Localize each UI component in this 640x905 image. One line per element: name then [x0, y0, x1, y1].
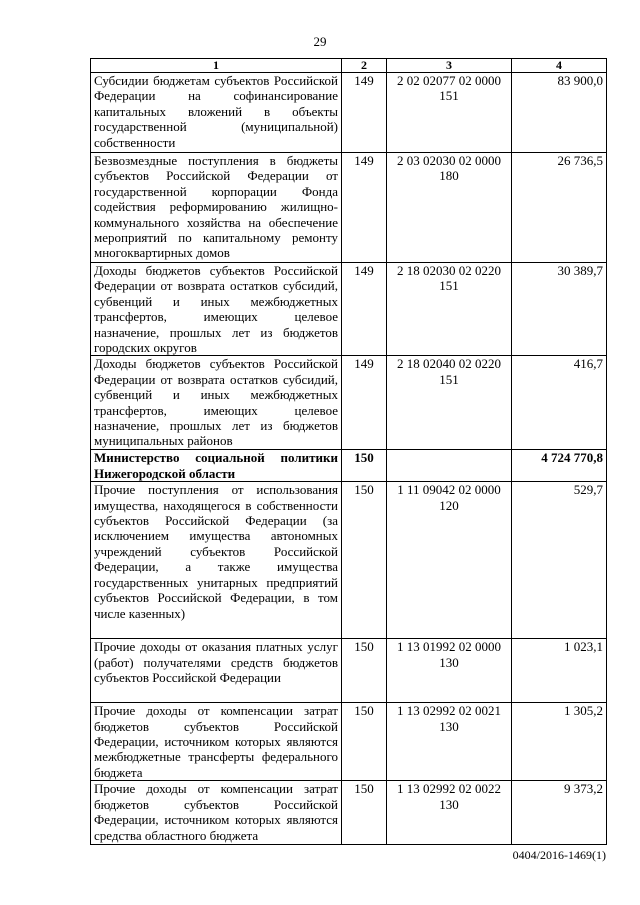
table-row — [91, 73, 607, 153]
amount-cell: 416,7 — [512, 356, 607, 450]
revenue-name-cell: Доходы бюджетов субъектов Российской Федерации от возврата остатков субсидий, субвенций и иных межбюджетных трансфертов, имеющих целевое назначение, прошлых лет из бюджетов городских округов — [91, 263, 342, 356]
revenue-name-cell: Министерство социальной политики Нижегородской области — [91, 450, 342, 482]
revenue-name-cell: Прочие поступления от использования имущества, находящегося в собственности субъектов Российской Федерации (за исключением имущества автономных учреждений субъектов Российской Федерации, а также имущества государственных унитарных предприятий субъектов Российской Федерации, в том числе казенных) — [91, 482, 342, 639]
revenue-name-cell: Прочие доходы от компенсации затрат бюджетов субъектов Российской Федерации, источником которых являются межбюджетные трансферты федерального бюджета — [91, 703, 342, 781]
amount-cell: 26 736,5 — [512, 153, 607, 263]
table-header-row — [91, 59, 607, 73]
revenue-name-cell: Прочие доходы от компенсации затрат бюджетов субъектов Российской Федерации, источником которых являются средства областного бюджета — [91, 781, 342, 845]
header-col-1: 1 — [91, 59, 342, 73]
amount-cell: 529,7 — [512, 482, 607, 639]
amount-cell: 30 389,7 — [512, 263, 607, 356]
admin-code-cell: 150 — [342, 703, 387, 781]
budget-code-cell: 1 11 09042 02 0000 120 — [387, 482, 512, 639]
admin-code-cell: 150 — [342, 482, 387, 639]
admin-code-cell: 150 — [342, 450, 387, 482]
table-row — [91, 482, 607, 639]
table-row — [91, 356, 607, 450]
budget-code-cell: 2 03 02030 02 0000 180 — [387, 153, 512, 263]
admin-code-cell: 149 — [342, 73, 387, 153]
revenue-name-cell: Безвозмездные поступления в бюджеты субъектов Российской Федерации от государственной корпорации Фонда содействия реформированию жилищно-коммунального хозяйства на обеспечение мероприятий по капитальному ремонту многоквартирных домов — [91, 153, 342, 263]
table-row — [91, 639, 607, 703]
table-row — [91, 450, 607, 482]
admin-code-cell: 149 — [342, 356, 387, 450]
document-id: 0404/2016-1469(1) — [512, 848, 606, 862]
table-row — [91, 703, 607, 781]
budget-code-cell: 1 13 01992 02 0000 130 — [387, 639, 512, 703]
revenue-name-cell: Субсидии бюджетам субъектов Российской Федерации на софинансирование капитальных вложений в объекты государственной (муниципальной) собственности — [91, 73, 342, 153]
table-row — [91, 263, 607, 356]
amount-cell: 1 305,2 — [512, 703, 607, 781]
header-col-3: 3 — [387, 59, 512, 73]
admin-code-cell: 149 — [342, 153, 387, 263]
page-number: 29 — [313, 34, 327, 49]
admin-code-cell: 149 — [342, 263, 387, 356]
amount-cell: 83 900,0 — [512, 73, 607, 153]
header-col-4: 4 — [512, 59, 607, 73]
budget-code-cell: 2 18 02030 02 0220 151 — [387, 263, 512, 356]
amount-cell: 4 724 770,8 — [512, 450, 607, 482]
amount-cell: 1 023,1 — [512, 639, 607, 703]
amount-cell: 9 373,2 — [512, 781, 607, 845]
table-row — [91, 153, 607, 263]
budget-code-cell: 2 02 02077 02 0000 151 — [387, 73, 512, 153]
budget-table — [90, 58, 607, 845]
table-row — [91, 781, 607, 845]
admin-code-cell: 150 — [342, 781, 387, 845]
revenue-name-cell: Прочие доходы от оказания платных услуг (работ) получателями средств бюджетов субъектов Российской Федерации — [91, 639, 342, 703]
budget-code-cell: 1 13 02992 02 0022 130 — [387, 781, 512, 845]
header-col-2: 2 — [342, 59, 387, 73]
budget-code-cell: 2 18 02040 02 0220 151 — [387, 356, 512, 450]
admin-code-cell: 150 — [342, 639, 387, 703]
table-body — [91, 73, 607, 845]
budget-code-cell — [387, 450, 512, 482]
revenue-name-cell: Доходы бюджетов субъектов Российской Федерации от возврата остатков субсидий, субвенций и иных межбюджетных трансфертов, имеющих целевое назначение, прошлых лет из бюджетов муниципальных районов — [91, 356, 342, 450]
budget-code-cell: 1 13 02992 02 0021 130 — [387, 703, 512, 781]
